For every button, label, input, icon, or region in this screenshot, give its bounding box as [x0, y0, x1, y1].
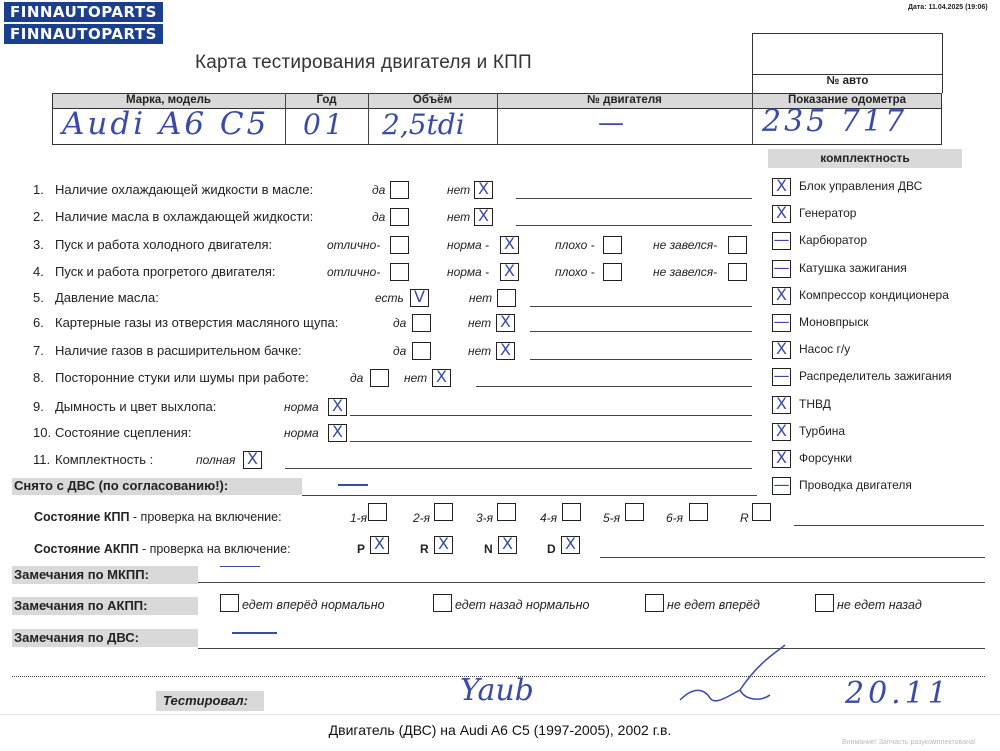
test-date: 20.11 — [845, 676, 951, 711]
akpp-remark-label: не едет вперёд — [667, 598, 760, 612]
option-checkbox[interactable] — [410, 289, 429, 307]
question-text: Наличие газов в расширительном бачке: — [55, 343, 302, 358]
akpp-gear-checkbox[interactable] — [370, 536, 389, 554]
question-number: 8. — [33, 370, 44, 385]
kit-item-label: Форсунки — [799, 451, 853, 465]
signature-scribble — [670, 640, 790, 715]
option-label: не завелся- — [653, 265, 718, 279]
option-checkbox-mark: X — [436, 367, 447, 386]
kit-checkbox-mark: X — [776, 339, 787, 359]
col-year: Год — [316, 94, 337, 106]
kpp-gear-label: 3-я — [476, 511, 494, 525]
kit-checkbox[interactable] — [772, 178, 791, 196]
auto-number-label: № авто — [826, 75, 869, 87]
kpp-line — [794, 525, 984, 526]
value-engine-number: — — [598, 108, 624, 138]
option-label: нет — [447, 183, 471, 197]
kit-checkbox[interactable] — [772, 368, 791, 386]
kpp-gear-label: R — [740, 511, 749, 525]
kpp-gear-label: 5-я — [603, 511, 621, 525]
option-checkbox-mark: X — [478, 179, 489, 198]
kpp-gear-checkbox[interactable] — [689, 503, 708, 521]
kit-checkbox-mark: X — [776, 420, 787, 440]
option-checkbox-mark: V — [414, 287, 425, 306]
print-date: Дата: 11.04.2025 (19:06) — [908, 4, 988, 11]
option-label: плохо - — [555, 238, 595, 252]
kit-item-label: Компрессор кондиционера — [799, 287, 949, 302]
question-number: 10. — [33, 425, 52, 440]
answer-line — [516, 198, 752, 199]
option-label: не завелся- — [653, 238, 718, 252]
answer-line — [285, 468, 752, 469]
remarks-dvs-line — [198, 648, 985, 649]
option-checkbox-mark: X — [332, 396, 343, 415]
akpp-stroke — [220, 566, 260, 567]
remarks-mkpp-line — [198, 582, 985, 583]
option-checkbox[interactable] — [390, 181, 409, 199]
kit-item-label: Блок управления ДВС — [799, 179, 923, 193]
akpp-remark-checkbox[interactable] — [220, 594, 239, 612]
option-checkbox[interactable] — [474, 181, 493, 199]
kpp-gear-checkbox[interactable] — [625, 503, 644, 521]
option-checkbox[interactable] — [728, 236, 747, 254]
option-checkbox[interactable] — [500, 263, 519, 281]
option-checkbox[interactable] — [390, 236, 409, 254]
logo-bottom: FINNAUTOPARTS — [4, 24, 163, 44]
tested-label: Тестировал: — [163, 693, 248, 708]
akpp-gear-label: R — [420, 542, 429, 556]
option-label: полная — [196, 453, 236, 467]
question-number: 4. — [33, 264, 44, 279]
question-text: Комплектность : — [55, 452, 154, 467]
akpp-gear-checkbox-mark: X — [502, 534, 513, 553]
akpp-gear-label: D — [547, 542, 556, 556]
removed-stroke — [338, 484, 368, 486]
kit-item-label: Карбюратор — [799, 233, 868, 248]
akpp-line — [600, 557, 985, 558]
col-volume: Объём — [412, 94, 453, 106]
value-year: 01 — [303, 108, 347, 141]
option-checkbox[interactable] — [474, 208, 493, 226]
kpp-gear-checkbox[interactable] — [368, 503, 387, 521]
kit-checkbox-mark: X — [776, 393, 787, 413]
question-text: Пуск и работа прогретого двигателя: — [55, 264, 276, 279]
kit-item-label: Насос г/у — [799, 342, 851, 357]
kit-checkbox-mark: X — [776, 448, 787, 467]
col-engine-number: № двигателя — [587, 94, 662, 106]
kit-title: комплектность — [820, 151, 910, 165]
option-checkbox-mark: X — [247, 449, 258, 468]
removed-label: Снято с ДВС (по согласованию!): — [14, 478, 229, 493]
option-label: норма — [284, 400, 319, 414]
answer-line — [530, 306, 752, 307]
option-checkbox[interactable] — [603, 263, 622, 281]
question-number: 11. — [33, 452, 51, 467]
option-label: нет — [469, 291, 493, 305]
option-checkbox[interactable] — [500, 236, 519, 254]
option-label: норма — [284, 426, 319, 440]
akpp-gear-checkbox[interactable] — [434, 536, 453, 554]
akpp-remark-checkbox[interactable] — [433, 594, 452, 612]
option-checkbox-mark: X — [478, 206, 489, 225]
option-checkbox[interactable] — [497, 289, 516, 307]
tester-signature: Yaub — [460, 673, 534, 708]
remarks-akpp-label: Замечания по АКПП: — [14, 598, 148, 613]
kit-checkbox-mark: X — [776, 176, 787, 195]
akpp-gear-checkbox-mark: X — [438, 534, 449, 553]
answer-line — [516, 225, 752, 226]
col-make-model: Марка, модель — [126, 94, 211, 106]
akpp-label-bold: Состояние АКПП — [34, 542, 139, 556]
akpp-gear-label: N — [484, 542, 493, 556]
kit-checkbox-mark: — — [773, 312, 790, 331]
option-checkbox[interactable] — [243, 451, 262, 469]
remarks-dvs-label: Замечания по ДВС: — [14, 630, 139, 645]
kit-checkbox-mark: X — [776, 203, 787, 223]
removed-line — [302, 495, 757, 496]
kpp-label-rest: - проверка на включение: — [129, 510, 282, 524]
kpp-label-bold: Состояние КПП — [34, 510, 130, 524]
option-label: отлично- — [327, 238, 381, 252]
kit-checkbox-mark: — — [773, 366, 790, 386]
option-label: да — [393, 344, 407, 358]
option-checkbox[interactable] — [496, 314, 515, 332]
col-odometer: Показание одометра — [788, 94, 906, 106]
kit-item-label: Турбина — [799, 423, 846, 438]
question-text: Наличие масла в охлаждающей жидкости: — [55, 209, 314, 224]
kit-checkbox[interactable] — [772, 232, 791, 250]
kpp-gear-checkbox[interactable] — [497, 503, 516, 521]
akpp-gear-checkbox[interactable] — [561, 536, 580, 554]
kit-checkbox-mark: — — [773, 475, 790, 495]
option-label: норма - — [447, 265, 490, 279]
remarks-dvs-stroke — [232, 632, 277, 634]
option-label: нет — [468, 316, 492, 330]
kpp-gear-checkbox[interactable] — [434, 503, 453, 521]
option-label: да — [372, 210, 386, 224]
value-odometer: 235 717 — [762, 104, 908, 139]
option-checkbox-mark: X — [500, 340, 511, 359]
image-caption: Двигатель (ДВС) на Audi A6 C5 (1997-2005), 2002 г.в. — [328, 722, 672, 738]
question-number: 5. — [33, 290, 44, 305]
kit-item-label: Распределитель зажигания — [799, 369, 952, 384]
akpp-remark-checkbox[interactable] — [645, 594, 664, 612]
kpp-gear-label: 1-я — [350, 511, 368, 525]
kit-item-label: Катушка зажигания — [799, 260, 907, 275]
akpp-remark-label: едет назад нормально — [455, 598, 590, 612]
option-label: нет — [447, 210, 471, 224]
option-checkbox-mark: X — [500, 312, 511, 331]
kit-checkbox[interactable] — [772, 450, 791, 468]
option-label: да — [372, 183, 386, 197]
form-title: Карта тестирования двигателя и КПП — [195, 52, 532, 73]
question-text: Картерные газы из отверстия масляного щупа: — [55, 315, 339, 330]
option-label: нет — [468, 344, 492, 358]
kpp-gear-checkbox[interactable] — [752, 503, 771, 521]
option-label: плохо - — [555, 265, 595, 279]
option-checkbox[interactable] — [390, 208, 409, 226]
kit-checkbox[interactable] — [772, 393, 791, 414]
question-text: Посторонние стуки или шумы при работе: — [55, 370, 309, 385]
option-label: есть — [375, 291, 404, 305]
kit-checkbox-mark: — — [773, 257, 790, 277]
question-text: Пуск и работа холодного двигателя: — [55, 237, 273, 252]
option-label: да — [393, 316, 407, 330]
question-number: 6. — [33, 315, 44, 330]
remarks-mkpp-label: Замечания по МКПП: — [14, 567, 149, 582]
kit-checkbox[interactable] — [772, 205, 791, 223]
option-checkbox[interactable] — [370, 369, 389, 387]
value-make-model: Audi A6 C5 — [62, 106, 270, 142]
watermark: Внимание! Запчасть разукомплектована! — [842, 739, 976, 746]
question-number: 3. — [33, 237, 44, 252]
option-label: да — [350, 371, 364, 385]
option-checkbox[interactable] — [603, 236, 622, 254]
kpp-gear-checkbox[interactable] — [562, 503, 581, 521]
option-checkbox[interactable] — [728, 263, 747, 281]
akpp-label — [34, 542, 291, 556]
answer-line — [350, 415, 752, 416]
option-checkbox-mark: X — [504, 261, 515, 280]
question-number: 9. — [33, 399, 44, 414]
kit-checkbox[interactable] — [772, 341, 791, 359]
kit-item-label: ТНВД — [799, 396, 831, 411]
option-label: нет — [404, 371, 428, 385]
akpp-gear-checkbox-mark: X — [374, 534, 385, 553]
answer-line — [350, 441, 752, 442]
option-checkbox-mark: X — [504, 234, 515, 253]
option-checkbox[interactable] — [496, 342, 515, 360]
kpp-gear-label: 2-я — [413, 511, 431, 525]
option-checkbox[interactable] — [412, 314, 431, 332]
akpp-remark-checkbox[interactable] — [815, 594, 834, 612]
akpp-gear-checkbox-mark: X — [565, 534, 576, 553]
question-text: Наличие охлаждающей жидкости в масле: — [55, 182, 314, 197]
kit-item-label: Генератор — [799, 206, 857, 221]
answer-line — [476, 386, 752, 387]
kit-checkbox[interactable] — [772, 477, 791, 495]
question-text: Давление масла: — [55, 290, 159, 305]
answer-line — [530, 359, 752, 360]
kpp-label — [34, 510, 282, 524]
question-number: 2. — [33, 209, 44, 224]
kit-checkbox[interactable] — [772, 284, 791, 305]
kpp-gear-label: 6-я — [666, 511, 684, 525]
kit-checkbox-mark: — — [773, 230, 790, 250]
kit-item-label: Проводка двигателя — [799, 478, 912, 493]
kit-checkbox[interactable] — [772, 314, 791, 332]
kit-item-label: Моновпрыск — [799, 315, 869, 329]
option-checkbox-mark: X — [332, 422, 343, 441]
option-label: норма - — [447, 238, 490, 252]
logo-top: FINNAUTOPARTS — [4, 2, 163, 22]
akpp-remark-label: едет вперёд нормально — [242, 598, 385, 612]
option-checkbox[interactable] — [412, 342, 431, 360]
option-label: отлично- — [327, 265, 381, 279]
akpp-gear-label: P — [357, 542, 366, 556]
akpp-remark-label: не едет назад — [837, 598, 922, 612]
question-number: 1. — [33, 182, 44, 197]
kit-checkbox-mark: X — [776, 284, 787, 304]
kit-checkbox[interactable] — [772, 257, 791, 278]
option-checkbox[interactable] — [432, 369, 451, 387]
question-text: Дымность и цвет выхлопа: — [55, 399, 217, 414]
question-number: 7. — [33, 343, 44, 358]
option-checkbox[interactable] — [328, 398, 347, 416]
option-checkbox[interactable] — [390, 263, 409, 281]
value-volume: 2,5tdi — [382, 108, 465, 141]
option-checkbox[interactable] — [328, 424, 347, 442]
akpp-gear-checkbox[interactable] — [498, 536, 517, 554]
akpp-label-rest: - проверка на включение: — [138, 542, 291, 556]
answer-line — [530, 331, 752, 332]
kit-checkbox[interactable] — [772, 420, 791, 441]
kpp-gear-label: 4-я — [540, 511, 558, 525]
question-text: Состояние сцепления: — [55, 425, 192, 440]
